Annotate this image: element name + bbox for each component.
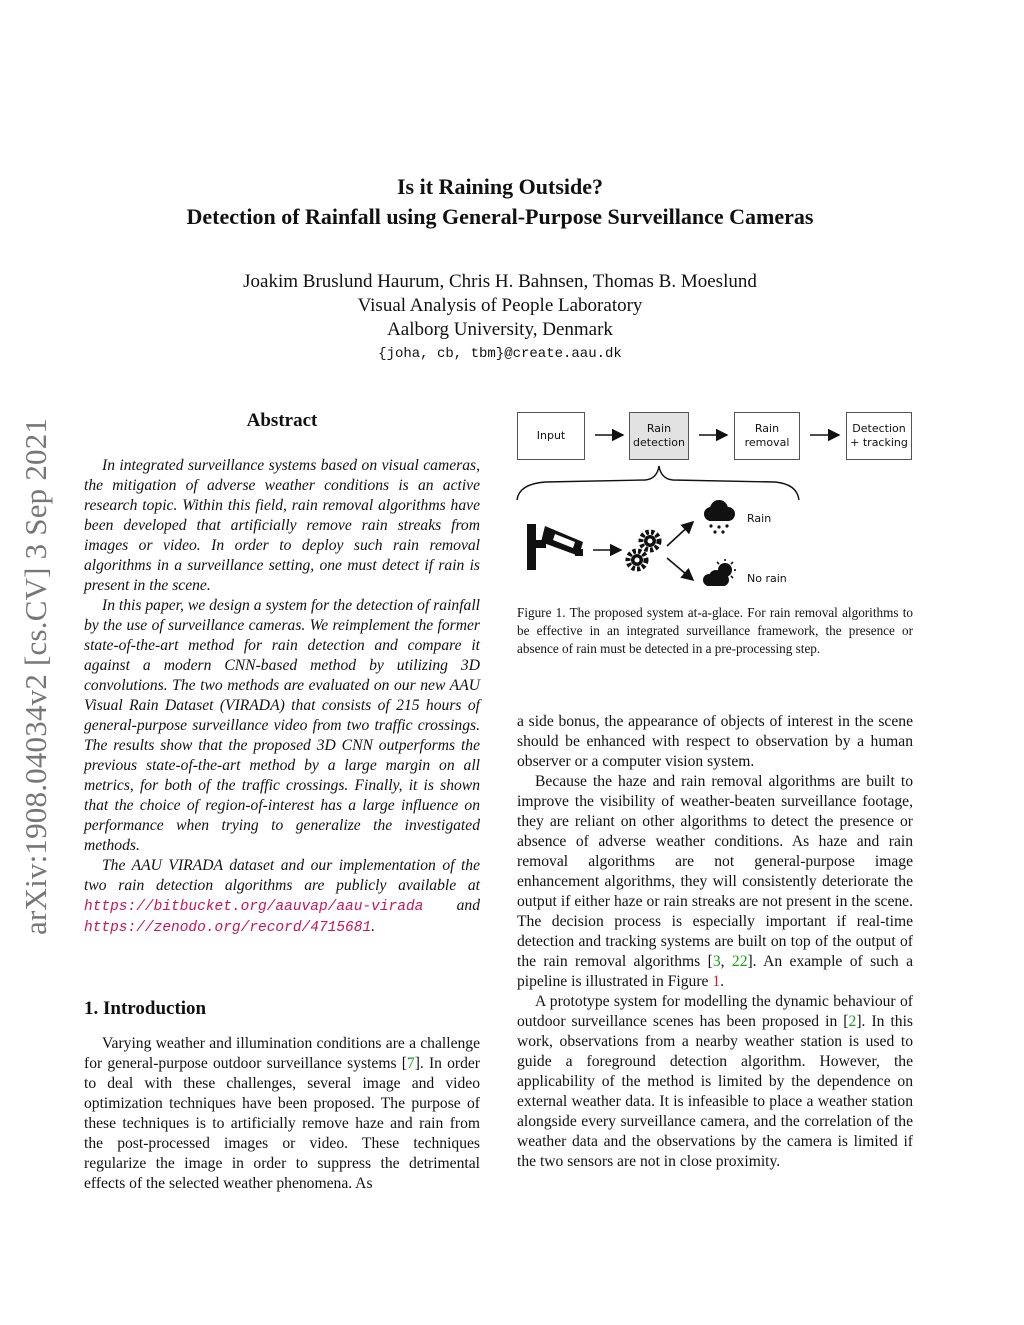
figure-1 [505,400,925,600]
citation-2[interactable]: 2 [848,1013,857,1030]
paper-title-line2: Detection of Rainfall using General-Purpose Surveillance Cameras [186,204,814,229]
pipeline-box-detection-tracking: Detection + tracking [846,412,912,460]
abstract-paragraph-1: In integrated surveillance systems based on visual cameras, the mitigation of adverse weather conditions is an active research topic. Within this field, rain removal algorithms have been developed that artificially remove rain streaks from images or video. In order to deploy such rain removal algorithms in a surveillance setting, one must detect if rain is present in the scene. [84,457,480,594]
no-rain-label: No rain [747,572,787,585]
figure-1-graphics [505,400,925,600]
citation-3[interactable]: 3 [712,953,721,970]
pipeline-box-rain-removal: Rain removal [734,412,800,460]
gears-icon [628,532,659,569]
arxiv-stamp: arXiv:1908.04034v2 [cs.CV] 3 Sep 2021 [18,417,53,935]
abstract-heading: Abstract [246,410,318,431]
pipeline-box-input: Input [517,412,585,460]
abstract-paragraph-3 [84,856,480,938]
rain-cloud-icon [704,500,735,534]
bitbucket-link[interactable]: https://bitbucket.org/aauvap/aau-virada [84,899,424,915]
introduction-body [84,1034,480,1194]
paper-title-line1: Is it Raining Outside? [397,174,603,199]
introduction-paragraph-1 [84,1034,480,1194]
author-email: {joha, cb, tbm}@create.aau.dk [378,346,622,362]
author-names: Joakim Bruslund Haurum, Chris H. Bahnsen, Thomas B. Moeslund [243,271,757,292]
arrow-to-rain [667,522,693,546]
citation-7[interactable]: 7 [406,1055,415,1072]
zenodo-link[interactable]: https://zenodo.org/record/4715681 [84,920,372,936]
intro-text-b: ]. In order to deal with these challenges, several image and video optimization techniques have been proposed. The purpose of these techniques is to artificially remove haze and rain from the post-processed images or video. These techniques regularize the image in order to suppress the detrimental effects of the selected weather phenomena. As [84,1055,481,1192]
right-p2-text-a: Because the haze and rain removal algorithms are built to improve the visibility of weather-beaten surveillance footage, they are reliant on other algorithms to detect the presence or absence of adverse weather conditions. As haze and rain removal algorithms are not general-purpose image enhancement algorithms, they will consistently deteriorate the output if either haze or rain streaks are not present in the scene. The decision process is especially important if real-time detection and tracking systems are built on top of the output of the rain removal algorithms [ [517,773,913,970]
sun-cloud-icon [703,559,736,586]
right-column-body [517,712,913,1172]
surveillance-camera-icon [527,524,583,570]
abstract-paragraph-3-text: The AAU VIRADA dataset and our implementation of the two rain detection algorithms are publicly available at [84,857,480,894]
abstract-and: and [456,897,480,914]
pipeline-box-rain-detection: Rain detection [629,412,689,460]
intro-text-a: Varying weather and illumination conditions are a challenge for general-purpose outdoor surveillance systems [ [84,1035,480,1072]
abstract-period: . [371,918,376,935]
right-paragraph-3 [517,992,913,1172]
right-paragraph-1: a side bonus, the appearance of objects of interest in the scene should be enhanced with respect to observation by a human observer or a computer vision system. [517,713,913,770]
right-p2-period: . [720,973,725,990]
abstract-paragraph-2: In this paper, we design a system for the detection of rainfall by the use of surveillance cameras. We reimplement the former state-of-the-art method for rain detection and compare it against a modern CNN-based method by utilizing 3D convolutions. The two methods are evaluated on our new AAU Visual Rain Dataset (VIRADA) that consists of 215 hours of general-purpose surveillance video from two traffic crossings. The results show that the proposed 3D CNN outperforms the previous state-of-the-art method by a large margin on all metrics, for both of the traffic crossings. Finally, it is shown that the choice of region-of-interest has a large influence on performance when trying to generalize the investigated methods. [84,597,480,854]
right-p3-text-b: ]. In this work, observations from a nearby weather station is used to guide a foreground detection algorithm. However, the applicability of the method is limited by the dependence on external weather data. It is infeasible to place a weather station alongside every surveillance camera, and the correlation of the weather data and the observations by the camera is limited if the two sensors are not in close proximity. [517,1013,913,1170]
introduction-heading: 1. Introduction [84,998,207,1019]
citation-separator: , [720,953,732,970]
citation-22[interactable]: 22 [731,953,748,970]
abstract-body [84,456,480,938]
arrow-to-no-rain [667,558,693,580]
right-paragraph-2 [517,772,913,992]
right-p3-text-a: A prototype system for modelling the dynamic behaviour of outdoor surveillance scenes has been proposed in [ [517,993,913,1030]
brace [517,466,799,500]
author-university: Aalborg University, Denmark [387,319,613,340]
rain-label: Rain [747,512,772,525]
figure-1-caption: Figure 1. The proposed system at-a-glace. For rain removal algorithms to be effective in an integrated surveillance framework, the presence or absence of rain must be detected in a pre-processing step. [517,605,913,656]
author-lab: Visual Analysis of People Laboratory [357,295,643,316]
figure-1-reference[interactable]: 1 [712,973,721,990]
right-p2-text-b: ]. An example of such a pipeline is illustrated in Figure [517,953,913,990]
